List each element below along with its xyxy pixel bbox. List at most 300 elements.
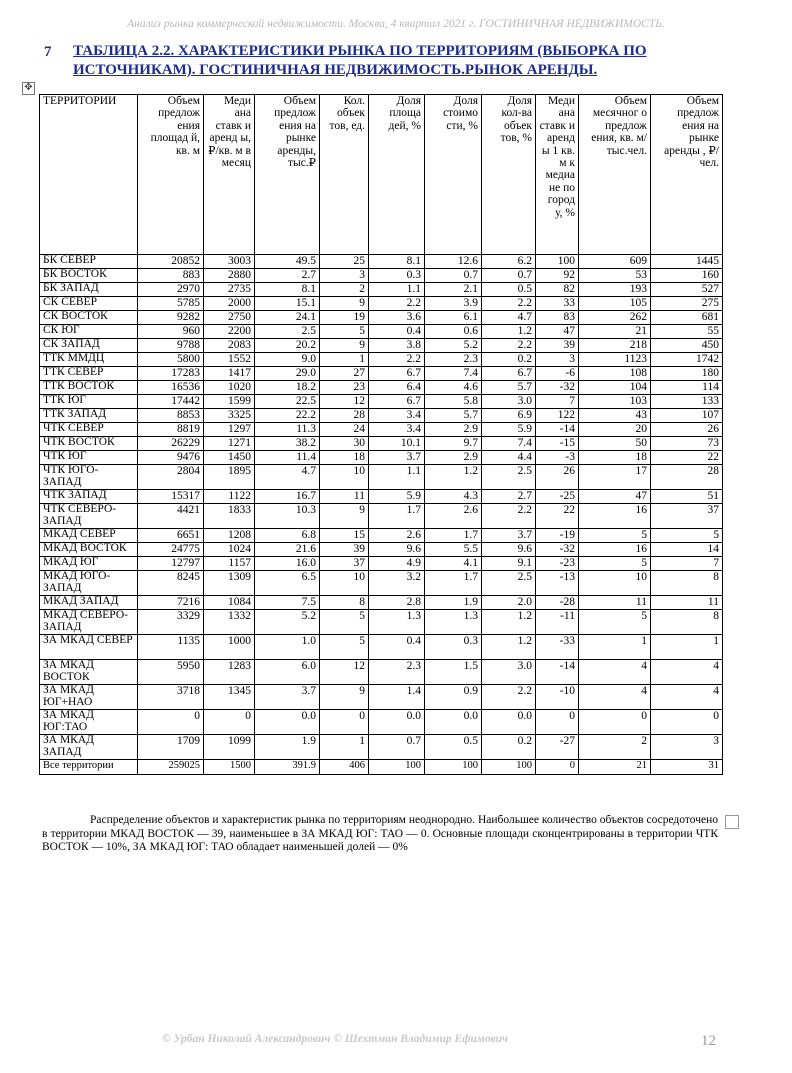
value-cell: 160	[651, 269, 723, 283]
value-cell: 12	[320, 395, 369, 409]
value-cell: 73	[651, 437, 723, 451]
value-cell: 1.0	[255, 635, 320, 660]
value-cell: 4.6	[425, 381, 482, 395]
col-header: Доля площа дей, %	[369, 95, 425, 255]
value-cell: -11	[536, 610, 579, 635]
col-header: Меди ана ставк и аренд ы 1 кв. м к медиа не по город у, %	[536, 95, 579, 255]
value-cell: 23	[320, 381, 369, 395]
value-cell: 20	[579, 423, 651, 437]
value-cell: 3718	[138, 685, 204, 710]
table-row	[40, 571, 723, 596]
value-cell: 5.9	[369, 490, 425, 504]
value-cell: 1599	[204, 395, 255, 409]
value-cell: 1	[651, 635, 723, 660]
value-cell: 47	[579, 490, 651, 504]
value-cell: 8245	[138, 571, 204, 596]
value-cell: 1122	[204, 490, 255, 504]
value-cell: 3003	[204, 255, 255, 269]
value-cell: 6.5	[255, 571, 320, 596]
value-cell: 25	[320, 255, 369, 269]
table-total-row	[40, 760, 723, 775]
value-cell: 6.1	[425, 311, 482, 325]
value-cell: 6651	[138, 529, 204, 543]
value-cell: 4.7	[482, 311, 536, 325]
value-cell: 5.5	[425, 543, 482, 557]
value-cell: 100	[369, 760, 425, 775]
value-cell: 0	[579, 710, 651, 735]
page-number: 12	[701, 1033, 716, 1049]
value-cell: 3	[651, 735, 723, 760]
section-number: 7	[44, 44, 52, 60]
value-cell: 21	[579, 760, 651, 775]
value-cell: 2083	[204, 339, 255, 353]
territory-cell: СК СЕВЕР	[40, 297, 138, 311]
value-cell: 2750	[204, 311, 255, 325]
value-cell: 9	[320, 339, 369, 353]
value-cell: 2735	[204, 283, 255, 297]
territory-cell: ЗА МКАД ЗАПАД	[40, 735, 138, 760]
col-header: Объем предлож ения на рынке аренды, тыс.₽	[255, 95, 320, 255]
table-row	[40, 381, 723, 395]
value-cell: 82	[536, 283, 579, 297]
value-cell: 0.0	[255, 710, 320, 735]
value-cell: 1.4	[369, 685, 425, 710]
value-cell: 1895	[204, 465, 255, 490]
value-cell: 4.7	[255, 465, 320, 490]
value-cell: 4	[579, 685, 651, 710]
value-cell: 6.9	[482, 409, 536, 423]
value-cell: 3.4	[369, 409, 425, 423]
value-cell: 4.9	[369, 557, 425, 571]
value-cell: 1.5	[425, 660, 482, 685]
table-row	[40, 409, 723, 423]
value-cell: -10	[536, 685, 579, 710]
value-cell: 1.7	[425, 529, 482, 543]
value-cell: 43	[579, 409, 651, 423]
table-row	[40, 423, 723, 437]
value-cell: 38.2	[255, 437, 320, 451]
value-cell: 5	[651, 529, 723, 543]
value-cell: 16	[579, 504, 651, 529]
value-cell: 4	[579, 660, 651, 685]
value-cell: 1417	[204, 367, 255, 381]
table-header-row	[40, 95, 723, 255]
value-cell: 0.7	[482, 269, 536, 283]
value-cell: 1099	[204, 735, 255, 760]
value-cell: 19	[320, 311, 369, 325]
value-cell: 17442	[138, 395, 204, 409]
value-cell: 3.7	[482, 529, 536, 543]
value-cell: 16536	[138, 381, 204, 395]
value-cell: 1	[320, 353, 369, 367]
value-cell: 1.3	[369, 610, 425, 635]
value-cell: 1297	[204, 423, 255, 437]
value-cell: 26229	[138, 437, 204, 451]
value-cell: 21.6	[255, 543, 320, 557]
value-cell: 10	[320, 465, 369, 490]
value-cell: 3	[320, 269, 369, 283]
value-cell: 391.9	[255, 760, 320, 775]
value-cell: 53	[579, 269, 651, 283]
value-cell: 5785	[138, 297, 204, 311]
value-cell: 4421	[138, 504, 204, 529]
value-cell: 103	[579, 395, 651, 409]
value-cell: 450	[651, 339, 723, 353]
table-move-handle-icon[interactable]: ✥	[22, 82, 35, 95]
col-header: ТЕРРИТОРИИ	[40, 95, 138, 255]
value-cell: 27	[320, 367, 369, 381]
value-cell: 6.4	[369, 381, 425, 395]
col-header: Доля кол-ва объек тов, %	[482, 95, 536, 255]
value-cell: 1309	[204, 571, 255, 596]
table-row	[40, 735, 723, 760]
value-cell: 1084	[204, 596, 255, 610]
value-cell: 5	[320, 325, 369, 339]
territory-cell: ЗА МКАД ВОСТОК	[40, 660, 138, 685]
value-cell: 37	[320, 557, 369, 571]
value-cell: 1.9	[425, 596, 482, 610]
value-cell: -6	[536, 367, 579, 381]
value-cell: 17283	[138, 367, 204, 381]
value-cell: -19	[536, 529, 579, 543]
note-text: Распределение объектов и характеристик рынка по территориям неоднородно. Наибольшее количество объектов сосредоточено в территории МКАД ВОСТОК — 39, наименьшее в ЗА МКАД ЮГ: ТАО — 0. Основные площади сконцентрированы в территории ЧТК ВОСТОК — 10%, ЗА МКАД ЮГ: ТАО обладает наименьшей долей — 0%	[42, 814, 718, 853]
col-header: Объем предлож ения площад й, кв. м	[138, 95, 204, 255]
value-cell: 1345	[204, 685, 255, 710]
value-cell: 0.2	[482, 735, 536, 760]
value-cell: 1709	[138, 735, 204, 760]
value-cell: 1.2	[482, 610, 536, 635]
value-cell: 1.3	[425, 610, 482, 635]
value-cell: 24.1	[255, 311, 320, 325]
table-row	[40, 635, 723, 660]
value-cell: 122	[536, 409, 579, 423]
value-cell: 2.7	[482, 490, 536, 504]
territory-cell: ТТК ЗАПАД	[40, 409, 138, 423]
table-row	[40, 543, 723, 557]
value-cell: 14	[651, 543, 723, 557]
value-cell: 28	[651, 465, 723, 490]
value-cell: 0	[536, 760, 579, 775]
value-cell: 1024	[204, 543, 255, 557]
value-cell: -14	[536, 660, 579, 685]
table-row	[40, 685, 723, 710]
value-cell: 2.5	[255, 325, 320, 339]
value-cell: 0.5	[482, 283, 536, 297]
territory-cell: ТТК ММДЦ	[40, 353, 138, 367]
value-cell: 104	[579, 381, 651, 395]
value-cell: 9.1	[482, 557, 536, 571]
value-cell: 100	[482, 760, 536, 775]
value-cell: 6.7	[369, 367, 425, 381]
value-cell: 8.1	[255, 283, 320, 297]
value-cell: 3329	[138, 610, 204, 635]
value-cell: -13	[536, 571, 579, 596]
value-cell: 0.7	[369, 735, 425, 760]
value-cell: 1.1	[369, 465, 425, 490]
value-cell: 1.1	[369, 283, 425, 297]
territory-cell: БК ЗАПАД	[40, 283, 138, 297]
value-cell: 1000	[204, 635, 255, 660]
value-cell: 180	[651, 367, 723, 381]
territory-cell: МКАД ЮГО-ЗАПАД	[40, 571, 138, 596]
table-row	[40, 504, 723, 529]
value-cell: 16.0	[255, 557, 320, 571]
value-cell: 9	[320, 685, 369, 710]
value-cell: 2.3	[369, 660, 425, 685]
value-cell: 2.2	[369, 353, 425, 367]
value-cell: 5	[579, 557, 651, 571]
territory-cell: ТТК СЕВЕР	[40, 367, 138, 381]
value-cell: 1	[579, 635, 651, 660]
value-cell: 0.0	[369, 710, 425, 735]
value-cell: 681	[651, 311, 723, 325]
value-cell: 5	[320, 610, 369, 635]
value-cell: 8853	[138, 409, 204, 423]
value-cell: 26	[536, 465, 579, 490]
territory-cell: ЧТК СЕВЕР	[40, 423, 138, 437]
table-row	[40, 367, 723, 381]
value-cell: 47	[536, 325, 579, 339]
value-cell: 2.2	[369, 297, 425, 311]
value-cell: 1.2	[425, 465, 482, 490]
table-row	[40, 557, 723, 571]
territory-cell: ЧТК ЮГ	[40, 451, 138, 465]
value-cell: 100	[425, 760, 482, 775]
value-cell: -14	[536, 423, 579, 437]
value-cell: 6.8	[255, 529, 320, 543]
value-cell: 11	[320, 490, 369, 504]
analysis-note	[42, 814, 718, 855]
territory-cell: ЧТК ЮГО-ЗАПАД	[40, 465, 138, 490]
value-cell: 28	[320, 409, 369, 423]
table-row	[40, 660, 723, 685]
value-cell: 22.2	[255, 409, 320, 423]
value-cell: 406	[320, 760, 369, 775]
table-body	[40, 255, 723, 775]
value-cell: -28	[536, 596, 579, 610]
value-cell: 18.2	[255, 381, 320, 395]
value-cell: -32	[536, 381, 579, 395]
running-header: Анализ рынка коммерческой недвижимости. Москва, 4 квартал 2021 г. ГОСТИНИЧНАЯ НЕДВИЖИМОСТЬ.	[127, 18, 665, 30]
value-cell: 105	[579, 297, 651, 311]
text-frame-marker	[725, 815, 739, 829]
value-cell: 2880	[204, 269, 255, 283]
value-cell: 15317	[138, 490, 204, 504]
value-cell: 39	[320, 543, 369, 557]
value-cell: 39	[536, 339, 579, 353]
value-cell: 2	[320, 283, 369, 297]
value-cell: 7	[536, 395, 579, 409]
value-cell: 0.0	[482, 710, 536, 735]
territory-cell: ТТК ВОСТОК	[40, 381, 138, 395]
value-cell: 9476	[138, 451, 204, 465]
value-cell: 0	[536, 710, 579, 735]
value-cell: 49.5	[255, 255, 320, 269]
value-cell: 31	[651, 760, 723, 775]
territory-cell: СК ЗАПАД	[40, 339, 138, 353]
value-cell: 10.3	[255, 504, 320, 529]
territory-cell: СК ВОСТОК	[40, 311, 138, 325]
value-cell: 2.8	[369, 596, 425, 610]
value-cell: 3.9	[425, 297, 482, 311]
value-cell: 0.5	[425, 735, 482, 760]
value-cell: 2.6	[369, 529, 425, 543]
territory-cell: Все территории	[40, 760, 138, 775]
value-cell: 193	[579, 283, 651, 297]
value-cell: 1.2	[482, 325, 536, 339]
table-row	[40, 610, 723, 635]
value-cell: 107	[651, 409, 723, 423]
value-cell: 5.2	[425, 339, 482, 353]
value-cell: 0.0	[425, 710, 482, 735]
value-cell: 21	[579, 325, 651, 339]
value-cell: 1.2	[482, 635, 536, 660]
value-cell: 9.7	[425, 437, 482, 451]
value-cell: 3.7	[369, 451, 425, 465]
value-cell: 50	[579, 437, 651, 451]
table-row	[40, 596, 723, 610]
value-cell: 9.0	[255, 353, 320, 367]
value-cell: 18	[320, 451, 369, 465]
value-cell: 30	[320, 437, 369, 451]
value-cell: 4	[651, 660, 723, 685]
value-cell: 6.0	[255, 660, 320, 685]
value-cell: 4.3	[425, 490, 482, 504]
value-cell: 2.6	[425, 504, 482, 529]
value-cell: 15	[320, 529, 369, 543]
value-cell: 1.7	[425, 571, 482, 596]
value-cell: -27	[536, 735, 579, 760]
territory-cell: БК СЕВЕР	[40, 255, 138, 269]
value-cell: 3.2	[369, 571, 425, 596]
value-cell: 0.3	[369, 269, 425, 283]
territory-cell: МКАД ВОСТОК	[40, 543, 138, 557]
value-cell: 5800	[138, 353, 204, 367]
value-cell: 22.5	[255, 395, 320, 409]
value-cell: 10.1	[369, 437, 425, 451]
value-cell: 0.4	[369, 325, 425, 339]
table-title: ТАБЛИЦА 2.2. ХАРАКТЕРИСТИКИ РЫНКА ПО ТЕРРИТОРИЯМ (ВЫБОРКА ПО ИСТОЧНИКАМ). ГОСТИНИЧНАЯ НЕДВИЖИМОСТЬ.РЫНОК АРЕНДЫ.	[73, 43, 647, 78]
value-cell: 7.5	[255, 596, 320, 610]
value-cell: 3.0	[482, 395, 536, 409]
value-cell: 114	[651, 381, 723, 395]
value-cell: 1500	[204, 760, 255, 775]
value-cell: 20.2	[255, 339, 320, 353]
value-cell: 2.2	[482, 297, 536, 311]
value-cell: 1.9	[255, 735, 320, 760]
value-cell: 3.8	[369, 339, 425, 353]
value-cell: 262	[579, 311, 651, 325]
table-row	[40, 395, 723, 409]
value-cell: 5	[320, 635, 369, 660]
value-cell: 0.9	[425, 685, 482, 710]
territory-cell: БК ВОСТОК	[40, 269, 138, 283]
value-cell: 3.0	[482, 660, 536, 685]
value-cell: 8	[651, 571, 723, 596]
territory-cell: МКАД СЕВЕР	[40, 529, 138, 543]
value-cell: 133	[651, 395, 723, 409]
value-cell: 12797	[138, 557, 204, 571]
value-cell: 2	[579, 735, 651, 760]
value-cell: 9	[320, 297, 369, 311]
value-cell: -33	[536, 635, 579, 660]
table-row	[40, 269, 723, 283]
table-row	[40, 255, 723, 269]
territory-cell: ТТК ЮГ	[40, 395, 138, 409]
value-cell: 2.2	[482, 504, 536, 529]
value-cell: 51	[651, 490, 723, 504]
value-cell: 960	[138, 325, 204, 339]
value-cell: 4.1	[425, 557, 482, 571]
value-cell: 1157	[204, 557, 255, 571]
value-cell: 29.0	[255, 367, 320, 381]
value-cell: -32	[536, 543, 579, 557]
territory-cell: СК ЮГ	[40, 325, 138, 339]
value-cell: 2000	[204, 297, 255, 311]
value-cell: 2.7	[255, 269, 320, 283]
value-cell: 2.5	[482, 571, 536, 596]
table-row	[40, 297, 723, 311]
value-cell: 527	[651, 283, 723, 297]
value-cell: 5.8	[425, 395, 482, 409]
value-cell: 1450	[204, 451, 255, 465]
value-cell: 1.7	[369, 504, 425, 529]
value-cell: 4.4	[482, 451, 536, 465]
value-cell: 883	[138, 269, 204, 283]
territory-cell: МКАД СЕВЕРО-ЗАПАД	[40, 610, 138, 635]
value-cell: 1283	[204, 660, 255, 685]
value-cell: 100	[536, 255, 579, 269]
value-cell: 33	[536, 297, 579, 311]
value-cell: 1271	[204, 437, 255, 451]
territory-cell: ЧТК ВОСТОК	[40, 437, 138, 451]
col-header: Объем месячног о предлож ения, кв. м/ тыс.чел.	[579, 95, 651, 255]
value-cell: 11	[651, 596, 723, 610]
value-cell: 8	[651, 610, 723, 635]
value-cell: 6.7	[369, 395, 425, 409]
value-cell: 1135	[138, 635, 204, 660]
value-cell: 0	[138, 710, 204, 735]
value-cell: 2.2	[482, 339, 536, 353]
market-table	[39, 94, 723, 775]
value-cell: 0	[651, 710, 723, 735]
value-cell: -3	[536, 451, 579, 465]
value-cell: -15	[536, 437, 579, 451]
value-cell: 1445	[651, 255, 723, 269]
value-cell: 2200	[204, 325, 255, 339]
value-cell: 55	[651, 325, 723, 339]
table-row	[40, 529, 723, 543]
value-cell: 22	[536, 504, 579, 529]
value-cell: -25	[536, 490, 579, 504]
value-cell: 11.4	[255, 451, 320, 465]
value-cell: 26	[651, 423, 723, 437]
territory-cell: ЗА МКАД ЮГ+НАО	[40, 685, 138, 710]
table-row	[40, 490, 723, 504]
value-cell: 3	[536, 353, 579, 367]
value-cell: 1833	[204, 504, 255, 529]
value-cell: 2.1	[425, 283, 482, 297]
table-row	[40, 465, 723, 490]
value-cell: 8.1	[369, 255, 425, 269]
value-cell: 15.1	[255, 297, 320, 311]
table-row	[40, 437, 723, 451]
value-cell: 2.9	[425, 451, 482, 465]
value-cell: 108	[579, 367, 651, 381]
table-row	[40, 710, 723, 735]
value-cell: 5.7	[425, 409, 482, 423]
value-cell: 5	[579, 610, 651, 635]
